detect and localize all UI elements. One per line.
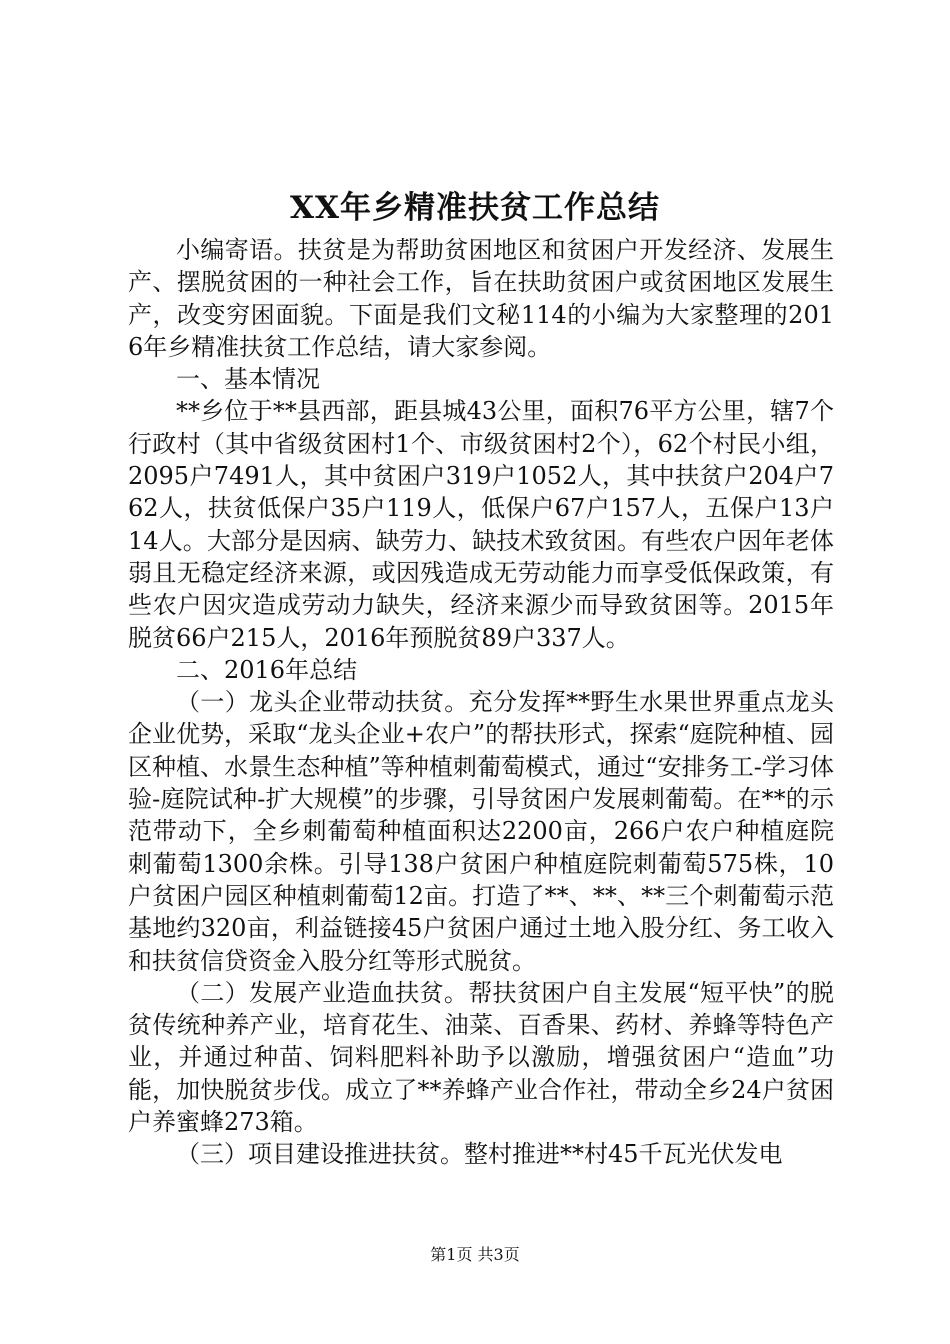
paragraph-project-construction: （三）项目建设推进扶贫。整村推进**村45千瓦光伏发电: [176, 1140, 783, 1169]
document-title: XX年乡精准扶贫工作总结: [289, 190, 661, 226]
paragraph-industry-development: （二）发展产业造血扶贫。帮扶贫困户自主发展“短平快”的脱贫传统种养产业，培育花生、油菜、百香果、药材、养蜂等特色产业，并通过种苗、饲料肥料补助予以激励，增强贫困户“造血”功能，加快脱贫步伐。成立了**养蜂产业合作社，带动全乡24户贫困户养蜜蜂273箱。: [128, 978, 834, 1137]
paragraph-leading-enterprise: （一）龙头企业带动扶贫。充分发挥**野生水果世界重点龙头企业优势，采取“龙头企业+农户”的帮扶形式，探索“庭院种植、园区种植、水景生态种植”等种植刺葡萄模式，通过“安排务工-学习体验-庭院试种-扩大规模”的步骤，引导贫困户发展刺葡萄。在**的示范带动下，全乡刺葡萄种植面积达2200亩，266户农户种植庭院刺葡萄1300余株。引导138户贫困户种植庭院刺葡萄575株，10户贫困户园区种植刺葡萄12亩。打造了**、**、**三个刺葡萄示范基地约320亩，利益链接45户贫困户通过土地入股分红、务工收入和扶贫信贷资金入股分红等形式脱贫。: [128, 688, 834, 975]
heading-basic-situation: 一、基本情况: [176, 365, 320, 394]
paragraph-basic-situation: **乡位于**县西部，距县城43公里，面积76平方公里，辖7个行政村（其中省级贫困村1个、市级贫困村2个），62个村民小组，2095户7491人，其中贫困户319户1052人，其中扶贫户204户762人，扶贫低保户35户119人，低保户67户157人，五保户13户14人。大部分是因病、缺劳力、缺技术致贫困。有些农户因年老体弱且无稳定经济来源，或因残造成无劳动能力而享受低保政策，有些农户因灾造成劳动力缺失，经济来源少而导致贫困等。2015年脱贫66户215人，2016年预脱贫89户337人。: [128, 397, 834, 652]
heading-2016-summary: 二、2016年总结: [176, 655, 358, 684]
page-number-footer: 第1页 共3页: [430, 1245, 520, 1264]
paragraph-intro: 小编寄语。扶贫是为帮助贫困地区和贫困户开发经济、发展生产、摆脱贫困的一种社会工作，旨在扶助贫困户或贫困地区发展生产，改变穷困面貌。下面是我们文秘114的小编为大家整理的2016年乡精准扶贫工作总结，请大家参阅。: [128, 236, 834, 361]
document-body: [128, 234, 834, 1171]
